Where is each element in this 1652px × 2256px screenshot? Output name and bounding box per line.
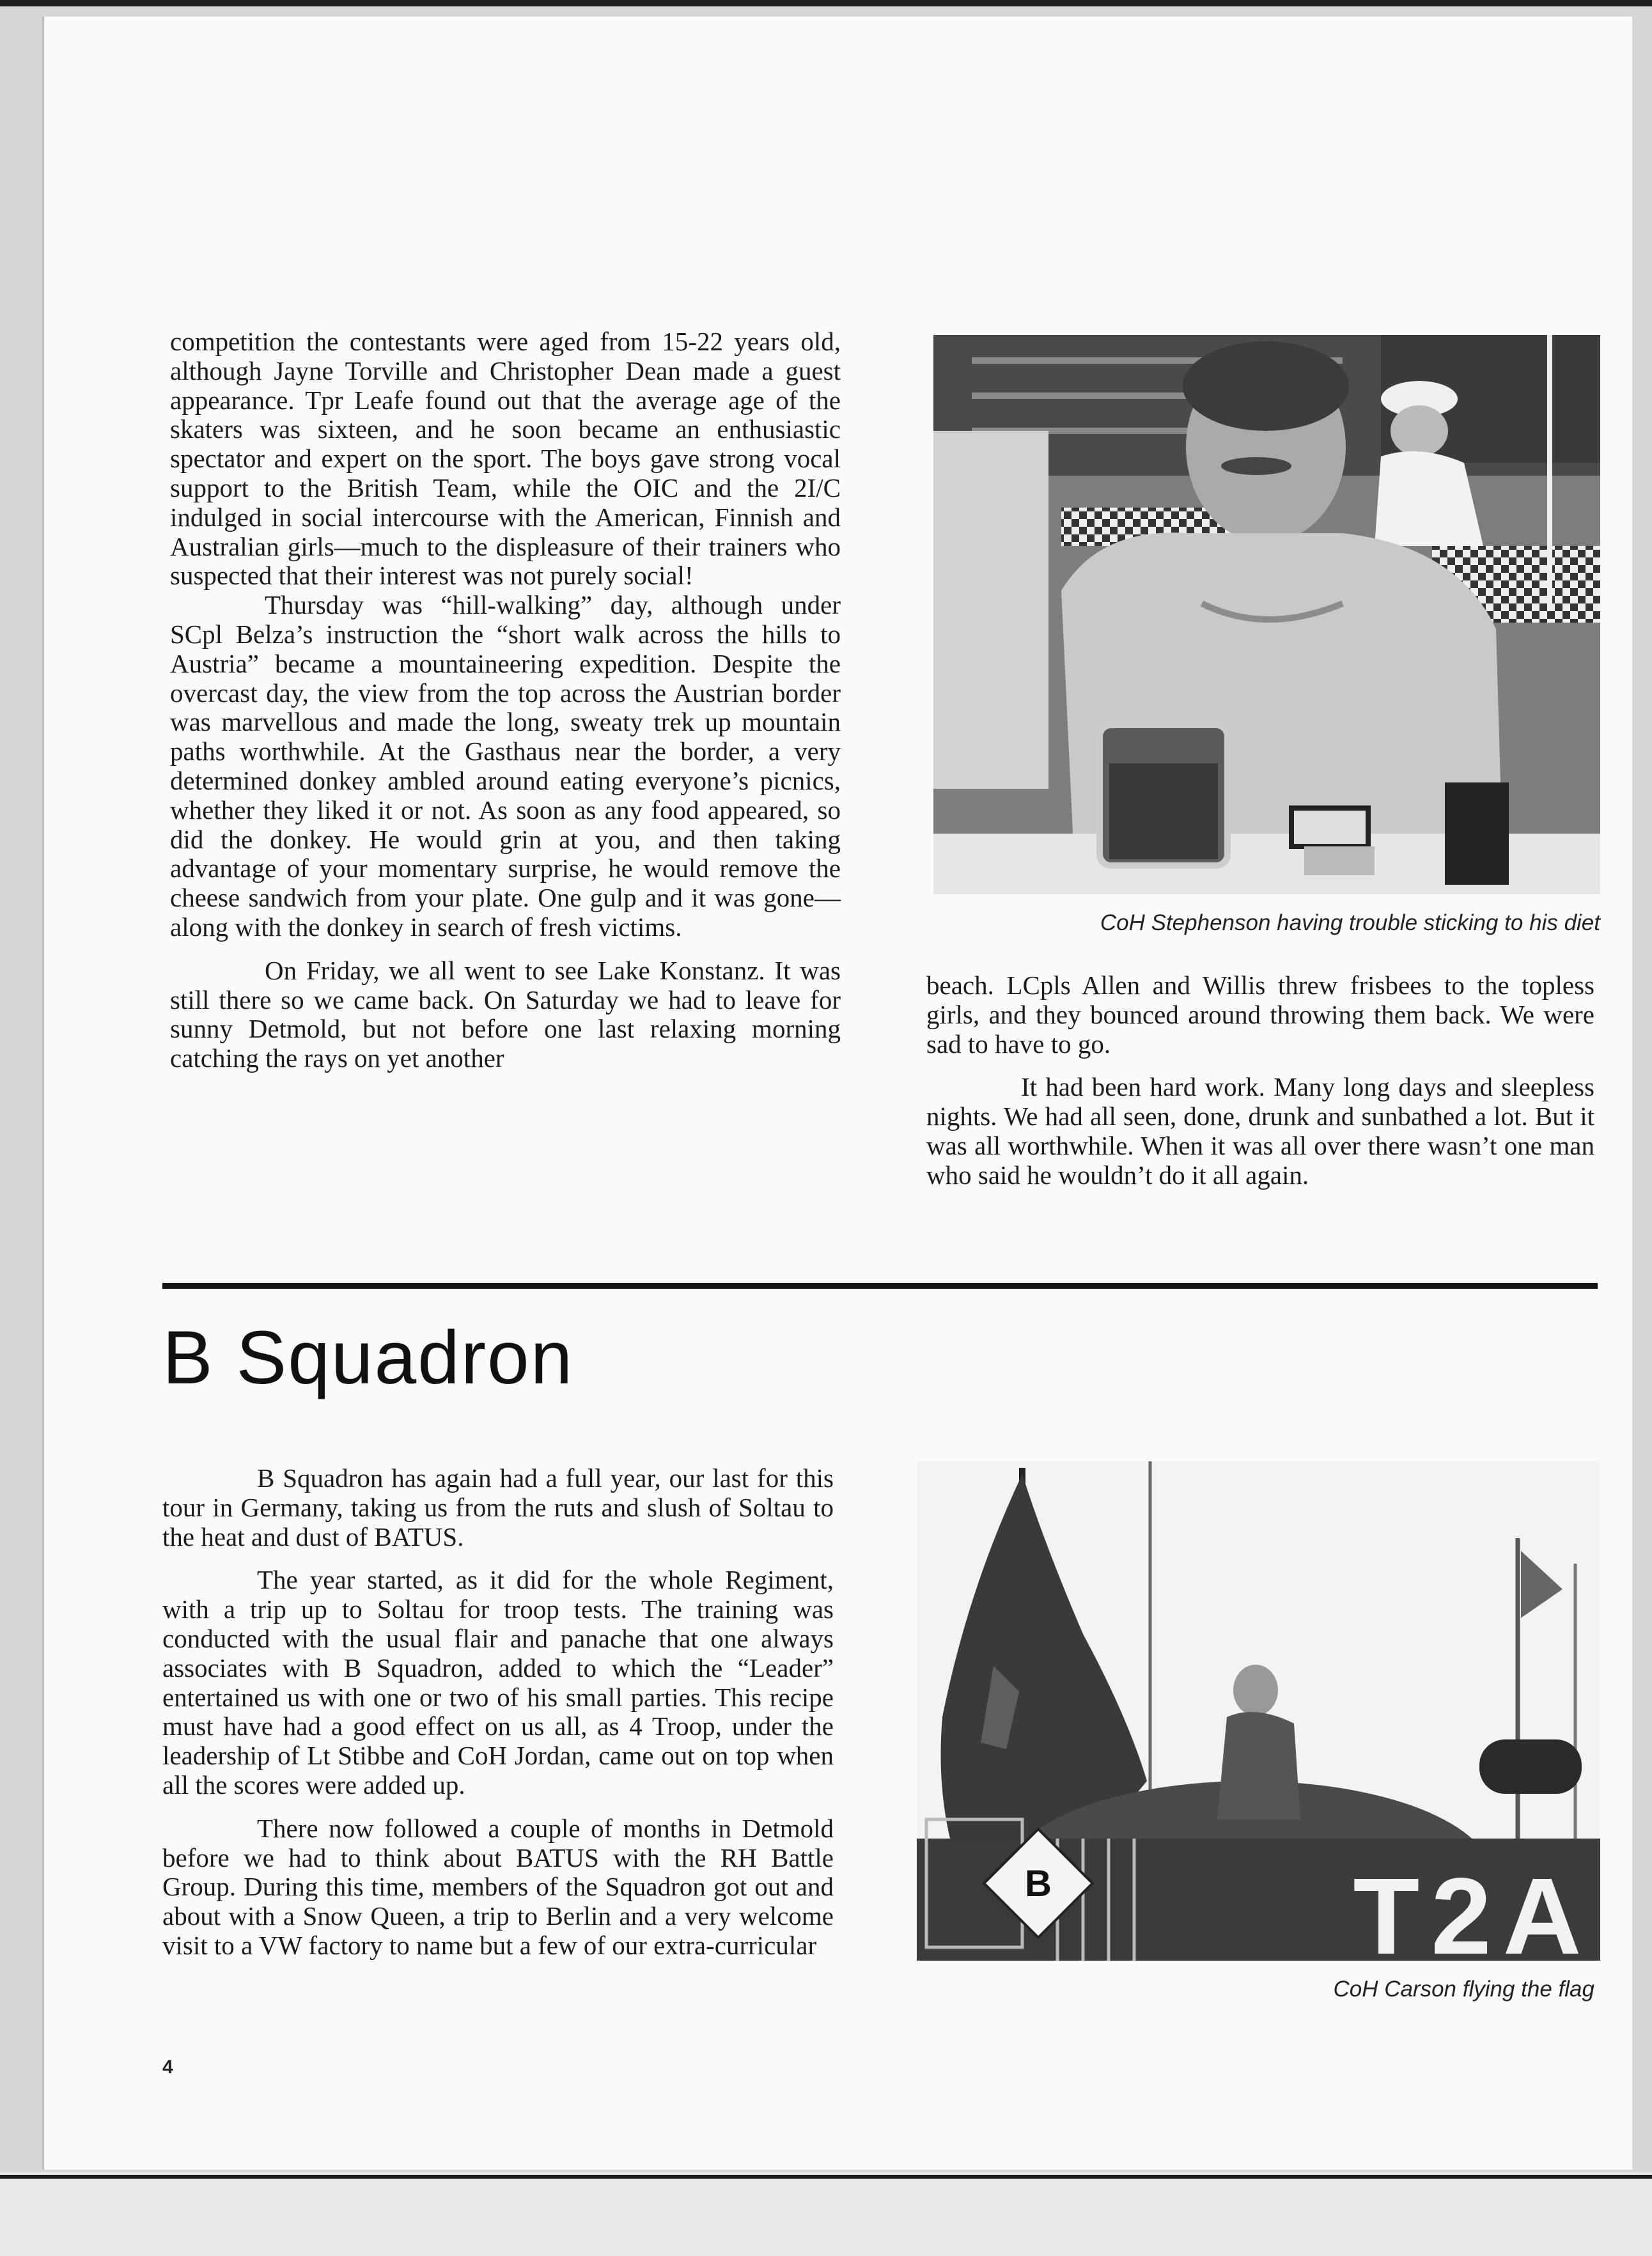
photo-stephenson [933, 335, 1600, 894]
photo-carson-caption: CoH Carson flying the flag [1333, 1977, 1594, 2002]
paragraph: The year started, as it did for the whole Regiment, with a trip up to Soltau for troop tests. The training was conducted with the usual flair and panache that one always associates with B Squadron, added to which the “Leader” entertained us with one or two of his small parties. This recipe must have had a good effect on us all, as 4 Troop, under the leadership of Lt Stibbe and CoH Jordan, came out on top when all the scores were added up. [162, 1565, 834, 1800]
section-heading: B Squadron [162, 1316, 574, 1400]
section1-right-column [926, 971, 1594, 1190]
photo-carson-image [917, 1461, 1600, 1961]
tank-marking: T2A [1353, 1856, 1593, 1961]
section1-left-column [170, 327, 841, 1073]
photo-carson [917, 1461, 1600, 1961]
paragraph: competition the contestants were aged from 15-22 years old, although Jayne Torville and Christopher Dean made a guest appearance. Tpr Leafe found out that the average age of the skaters was sixteen, and he soon became an enthusiastic spectator and expert on the sport. The boys gave strong vocal support to the British Team, while the OIC and the 2I/C indulged in social intercourse with the American, Finnish and Australian girls—much to the displeasure of their trainers who suspected that their interest was not purely social! [170, 327, 841, 591]
paragraph: On Friday, we all went to see Lake Konstanz. It was still there so we came back. On Saturday we had to leave for sunny Detmold, but not before one last relaxing morning catching the rays on yet another [170, 955, 841, 1073]
scan-top-edge [0, 0, 1652, 6]
scan-bottom-line [0, 2175, 1652, 2179]
paragraph: B Squadron has again had a full year, our last for this tour in Germany, taking us from the ruts and slush of Soltau to the heat and dust of BATUS. [162, 1463, 834, 1552]
paragraph: There now followed a couple of months in Detmold before we had to think about BATUS with the RH Battle Group. During this time, members of the Squadron got out and about with a Snow Queen, a trip to Berlin and a very welcome visit to a VW factory to name but a few of our extra-curricular [162, 1813, 834, 1960]
flag-marking: B [1025, 1863, 1052, 1904]
section2-left-column [162, 1464, 834, 1961]
paragraph: Thursday was “hill-walking” day, although under SCpl Belza’s instruction the “short walk across the hills to Austria” became a mountaineering expedition. Despite the overcast day, the view from the top across the Austrian border was marvellous and made the long, sweaty trek up mountain paths worthwhile. At the Gasthaus near the border, a very determined donkey ambled around eating everyone’s picnics, whether they liked it or not. As soon as any food appeared, so did the donkey. He would grin at you, and then taking advantage of your momentary surprise, he would remove the cheese sandwich from your plate. One gulp and it was gone—along with the donkey in search of fresh victims. [170, 590, 841, 942]
paragraph: It had been hard work. Many long days and sleepless nights. We had all seen, done, drunk and sunbathed a lot. But it was all worthwhile. When it was all over there wasn’t one man who said he wouldn’t do it all again. [926, 1072, 1594, 1190]
section-divider [162, 1283, 1598, 1289]
photo-stephenson-caption: CoH Stephenson having trouble sticking to his diet [1100, 910, 1600, 935]
paragraph: beach. LCpls Allen and Willis threw frisbees to the topless girls, and they bounced around throwing them back. We were sad to have to go. [926, 970, 1594, 1059]
photo-stephenson-image [933, 335, 1600, 894]
scan-bottom-edge [0, 2172, 1652, 2256]
page-number: 4 [162, 2057, 173, 2078]
